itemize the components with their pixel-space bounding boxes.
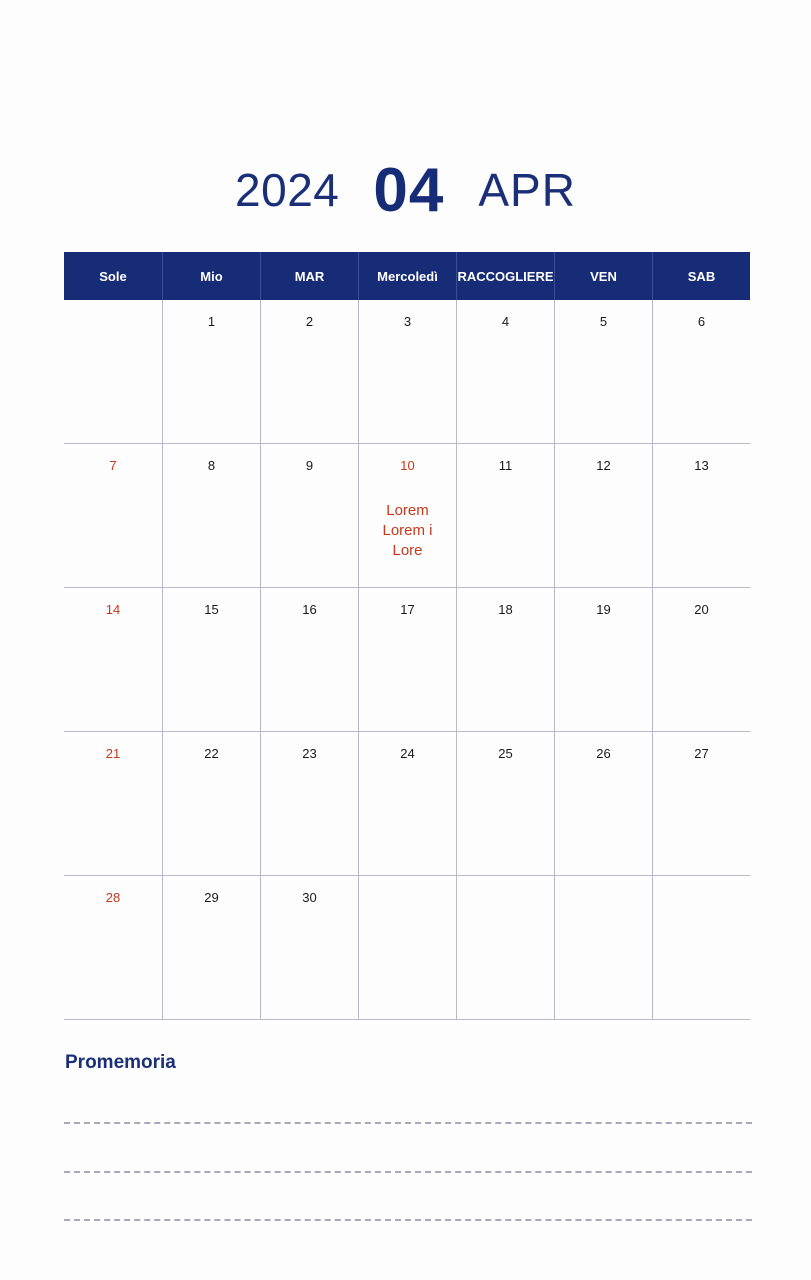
day-number: 13 bbox=[694, 458, 709, 473]
day-cell[interactable] bbox=[162, 300, 260, 443]
day-number: 4 bbox=[501, 314, 510, 329]
weekday-wednesday: Mercoledì bbox=[358, 252, 456, 300]
day-cell[interactable] bbox=[652, 588, 750, 731]
day-number: 26 bbox=[596, 746, 611, 761]
day-cell[interactable] bbox=[652, 444, 750, 587]
week-row bbox=[64, 876, 750, 1020]
day-cell[interactable] bbox=[260, 300, 358, 443]
day-cell[interactable] bbox=[652, 732, 750, 875]
note-line[interactable] bbox=[64, 1171, 752, 1173]
day-number: 12 bbox=[596, 458, 611, 473]
calendar-grid bbox=[64, 300, 750, 1020]
week-row bbox=[64, 588, 750, 732]
weekday-sunday: Sole bbox=[99, 268, 127, 284]
day-cell[interactable] bbox=[64, 876, 162, 1019]
calendar-header bbox=[0, 150, 811, 230]
day-number: 8 bbox=[207, 458, 216, 473]
day-number: 17 bbox=[400, 602, 415, 617]
day-cell[interactable] bbox=[456, 444, 554, 587]
day-number: 1 bbox=[207, 314, 216, 329]
day-cell[interactable] bbox=[554, 588, 652, 731]
day-number: 5 bbox=[599, 314, 608, 329]
day-cell[interactable] bbox=[652, 300, 750, 443]
day-number: 30 bbox=[302, 890, 317, 905]
month-name: APR bbox=[478, 164, 576, 216]
day-cell[interactable] bbox=[260, 444, 358, 587]
day-cell[interactable] bbox=[162, 444, 260, 587]
day-cell[interactable] bbox=[64, 444, 162, 587]
day-number: 7 bbox=[109, 458, 117, 473]
weekday-monday: Mio bbox=[162, 252, 260, 300]
week-row bbox=[64, 732, 750, 876]
note-line[interactable] bbox=[64, 1122, 752, 1124]
day-cell[interactable] bbox=[358, 732, 456, 875]
empty-day-cell bbox=[358, 876, 456, 1019]
day-number: 11 bbox=[498, 458, 513, 473]
day-cell[interactable] bbox=[358, 444, 456, 587]
weekday-tuesday: MAR bbox=[260, 252, 358, 300]
weekday-saturday: SAB bbox=[652, 252, 750, 300]
day-cell[interactable] bbox=[260, 588, 358, 731]
day-cell[interactable] bbox=[358, 588, 456, 731]
day-number: 23 bbox=[302, 746, 317, 761]
day-number: 15 bbox=[204, 602, 219, 617]
day-cell[interactable] bbox=[456, 588, 554, 731]
event-note: Lorem Lorem i Lore bbox=[382, 502, 433, 559]
day-cell[interactable] bbox=[64, 588, 162, 731]
day-number: 24 bbox=[400, 746, 415, 761]
day-cell[interactable] bbox=[554, 732, 652, 875]
day-number: 3 bbox=[403, 314, 412, 329]
day-cell[interactable] bbox=[260, 732, 358, 875]
day-number: 27 bbox=[694, 746, 709, 761]
note-line[interactable] bbox=[64, 1219, 752, 1221]
day-number: 28 bbox=[105, 890, 121, 905]
day-cell[interactable] bbox=[554, 444, 652, 587]
day-cell[interactable] bbox=[162, 732, 260, 875]
year-label: 2024 bbox=[235, 164, 340, 216]
week-row bbox=[64, 444, 750, 588]
day-cell[interactable] bbox=[64, 732, 162, 875]
day-number: 14 bbox=[105, 602, 121, 617]
weekday-thursday: RACCOGLIERE bbox=[456, 252, 554, 300]
day-number: 6 bbox=[697, 314, 706, 329]
day-number: 16 bbox=[302, 602, 317, 617]
day-number: 29 bbox=[204, 890, 219, 905]
day-number: 9 bbox=[305, 458, 314, 473]
day-cell[interactable] bbox=[162, 588, 260, 731]
day-number: 25 bbox=[498, 746, 513, 761]
day-number: 18 bbox=[498, 602, 513, 617]
day-cell[interactable] bbox=[162, 876, 260, 1019]
day-cell[interactable] bbox=[358, 300, 456, 443]
day-cell[interactable] bbox=[456, 732, 554, 875]
empty-day-cell bbox=[652, 876, 750, 1019]
month-number: 04 bbox=[373, 155, 445, 225]
weekday-friday: VEN bbox=[554, 252, 652, 300]
day-number: 19 bbox=[596, 602, 611, 617]
week-row bbox=[64, 300, 750, 444]
notes-title: Promemoria bbox=[65, 1052, 176, 1073]
day-number: 2 bbox=[305, 314, 314, 329]
day-cell[interactable] bbox=[456, 300, 554, 443]
empty-day-cell bbox=[456, 876, 554, 1019]
empty-day-cell bbox=[64, 300, 162, 443]
weekday-header-row bbox=[64, 252, 750, 300]
day-cell[interactable] bbox=[554, 300, 652, 443]
day-number: 10 bbox=[400, 458, 415, 473]
day-cell[interactable] bbox=[260, 876, 358, 1019]
day-number: 20 bbox=[694, 602, 709, 617]
day-number: 21 bbox=[105, 746, 121, 761]
empty-day-cell bbox=[554, 876, 652, 1019]
month-calendar bbox=[64, 252, 750, 1020]
day-number: 22 bbox=[204, 746, 219, 761]
